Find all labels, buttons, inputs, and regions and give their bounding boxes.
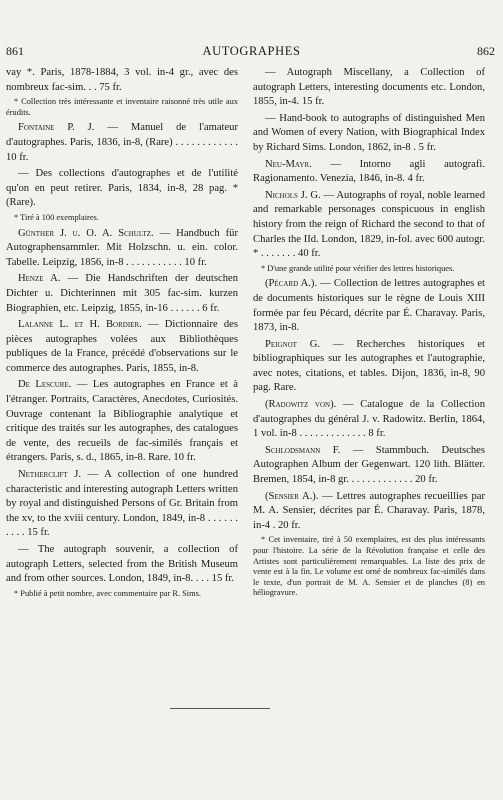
entry-author: Netherclift J. [18,469,81,481]
bibliography-entry [253,444,485,488]
entry-text: — Les autographes en France et à l'étranger. Portraits, Caractères, Anecdotes, Curiosités. Ouvrage contenant la Bibliographie analytique et critique des traités sur les autographes, des catalogues de vente, des recueils de fac-similés français et étrangers. Paris, s. d., 1865, in-8. Rare. 10 fr. [6,379,238,464]
entry-text: * Collection très intéressante et inventaire raisonné très utile aux érudits. [6,97,238,117]
entry-author: (Radowitz von). [265,399,337,411]
entry-author: (Sensier A.). [265,490,319,502]
entry-text: * D'une grande utilité pour vérifier des lettres historiques. [261,263,455,273]
entry-text: — Manuel de l'amateur d'autographes. Paris, 1836, in-8, (Rare) . . . . . . . . . . . . 10 fr. [6,122,238,163]
entry-text: * Publié à petit nombre, avec commentaire par R. Sims. [14,588,201,598]
bibliography-entry [6,378,238,466]
entry-author: (Pécard A.). [265,278,318,290]
page-number-right: 862 [477,44,495,58]
entry-text: — Collection de lettres autographes et de documents historiques sur le règne de Louis XIII formée par feu Pécard, décrite par É. Charavay. Paris, 1873, in-8. [253,278,485,334]
bibliography-entry [6,66,238,95]
entry-text: — A collection of one hundred characteristic and interesting autograph Letters written by royal and distinguished Persons of Gr. Britain from the xv, to the xviii century. London, 1849, in-8 . . . . . . . . . . 15 fr. [6,469,238,539]
bibliography-entry [6,272,238,316]
entry-author: Günther J. u. O. A. Schultz. [18,227,154,239]
entry-text: — Lettres autographes recueillies par M. A. Sensier, décrites par É. Charavay. Paris, 1878, in-4 . 20 fr. [253,490,485,531]
entry-author: Henze A. [18,273,61,285]
entry-text: — Die Handschriften der deutschen Dichter u. Dichterinnen mit 305 fac-sim. kurzen Biographien, etc. Leipzig, 1855, in-16 . . . . . . 6 fr. [6,273,238,314]
entry-author: Peignot G. [265,338,321,350]
footnote [6,589,238,600]
running-title: AUTOGRAPHES [202,44,301,58]
bibliography-entry [253,189,485,262]
entry-text: * Cet inventaire, tiré à 50 exemplaires, est des plus intéressants pour l'histoire. La série de la Révolution française et celle des Artistes sont particulièrement remarquables. La liste des prix de vente est à la fin. Le volume est orné de nombreux fac-similés dans le texte, d'un portrait de M. A. Sensier et de planches (8) en héliogravure. [253,535,485,598]
entry-author: Lalanne L. et H. Bordier. [18,319,142,331]
running-header [0,44,503,60]
left-column [6,66,238,602]
bibliography-entry [253,338,485,396]
entry-text: — The autograph souvenir, a collection of autograph Letters, selected from the British Museum and from other sources. London, 1849, in-8. . . . 15 fr. [6,544,238,585]
page-number-left: 861 [6,44,24,58]
entry-text: — Intorno agli autografi. Ragionamento. Venezia, 1846, in-8. 4 fr. [253,158,485,185]
entry-author: De Lescure. [18,379,72,391]
bibliography-entry [253,66,485,110]
entry-text: * Tiré à 100 exemplaires. [14,212,99,222]
entry-text: vay *. Paris, 1878-1884, 3 vol. in-4 gr., avec des nombreux fac-sim. . . 75 fr. [6,67,238,93]
right-column [253,66,485,602]
entry-text: — Hand-book to autographs of distinguished Men and Women of every Nation, with Biographical Index by Richard Sims. London, 1862, in-8 . 5 fr. [253,112,485,153]
entry-text: — Des collections d'autographes et de l'utilité qu'on en peut retirer. Paris, 1834, in-8, 28 pag. * (Rare). [6,168,238,209]
entry-author: Schlodsmann F. [265,444,341,456]
bibliography-entry [6,121,238,165]
bibliography-entry [253,277,485,335]
bibliography-entry [253,158,485,187]
bibliography-entry [6,167,238,211]
bibliography-entry [6,468,238,541]
entry-text: — Catalogue de la Collection d'autographes du général J. v. Radowitz. Berlin, 1864, 1 vol. in-8 . . . . . . . . . . . . . 8 fr. [253,399,485,440]
entry-author: Nichols J. G. [265,189,321,201]
bibliography-entry [6,543,238,587]
bibliography-entry [6,227,238,271]
entry-text: — Recherches historiques et bibliographiques sur les autographes et l'autographie, avec notes, citations, et tables. Dijon, 1836, in-8, 90 pag. Rare. [253,338,485,394]
entry-text: — Dictionnaire des pièces autographes volées aux Bibliothèques publiques de la France, précédé d'observations sur le commerce des autographes. Paris, 1855, in-8. [6,319,239,374]
bibliography-entry [253,398,485,442]
entry-text: — Stammbuch. Deutsches Autographen Album der Gegenwart. 120 lith. Blätter. Bremen, 1854, in-8 gr. . . . . . . . . . . . . 20 fr. [253,444,486,486]
bibliography-entry [6,318,238,376]
bibliography-entry [253,490,485,534]
entry-author: Fontaine P. J. [18,122,95,134]
footnote [6,97,238,118]
entry-text: — Autographs of royal, noble learned and remarkable personages conspicuous in english history from the reign of Richard the second to that of Charles the IId. London, 1829, in-fol. avec 600 autogr. * . . . . . . . 40 fr. [253,189,485,260]
bibliography-entry [253,112,485,156]
entry-text: — Handbuch für Autographensammler. Mit Holzschn. u. ein. color. Tabelle. Leipzig, 1856, in-8 . . . . . . . . . . . 10 fr. [6,227,238,268]
footnote [6,213,238,224]
footnote [253,535,485,599]
entry-text: — Autograph Miscellany, a Collection of autograph Letters, interesting documents etc. London, 1855, in-4. 15 fr. [253,67,485,108]
footnote [253,264,485,275]
entry-author: Neu-Mayr. [265,158,312,170]
bottom-rule [170,708,270,709]
